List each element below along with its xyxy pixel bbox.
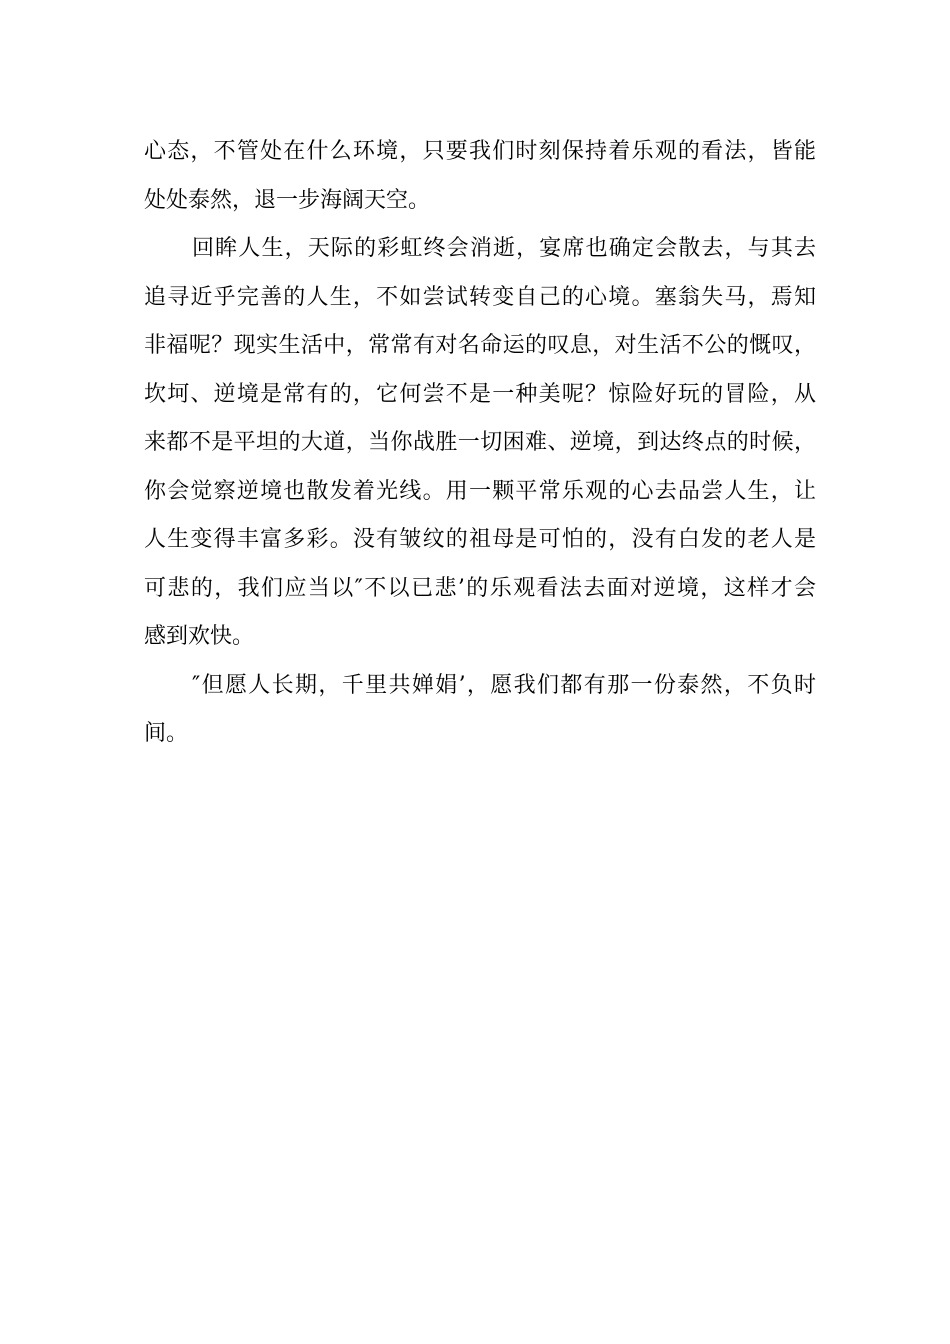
text-line: 你会觉察逆境也散发着光线。用一颗平常乐观的心去品尝人生，让	[144, 478, 816, 504]
text-line: 非福呢？现实生活中，常常有对名命运的叹息，对生活不公的慨叹，	[144, 333, 816, 358]
text-line: 回眸人生，天际的彩虹终会消逝，宴席也确定会散去，与其去	[192, 236, 816, 261]
text-line: 来都不是平坦的大道，当你战胜一切困难、逆境，到达终点的时候，	[144, 430, 816, 455]
text-line: 人生变得丰富多彩。没有皱纹的祖母是可怕的，没有白发的老人是	[144, 527, 816, 552]
text-line: 可悲的，我们应当以″不以已悲’的乐观看法去面对逆境，这样才会	[144, 575, 816, 601]
text-line: 心态，不管处在什么环境，只要我们时刻保持着乐观的看法，皆能	[144, 139, 816, 164]
text-line: 处处泰然，退一步海阔天空。	[144, 187, 431, 213]
text-line: 感到欢快。	[144, 624, 255, 649]
text-line: 追寻近乎完善的人生，不如尝试转变自己的心境。塞翁失马，焉知	[144, 284, 816, 310]
text-line: ″但愿人长期，千里共婵娟’，愿我们都有那一份泰然，不负时	[192, 672, 816, 698]
paragraph-1	[144, 128, 816, 225]
paragraph-2	[144, 225, 816, 662]
text-line: 间。	[144, 721, 189, 746]
text-line: 坎坷、逆境是常有的，它何尝不是一种美呢？惊险好玩的冒险，从	[144, 381, 816, 407]
paragraph-3	[144, 662, 816, 759]
body-text	[144, 128, 816, 759]
